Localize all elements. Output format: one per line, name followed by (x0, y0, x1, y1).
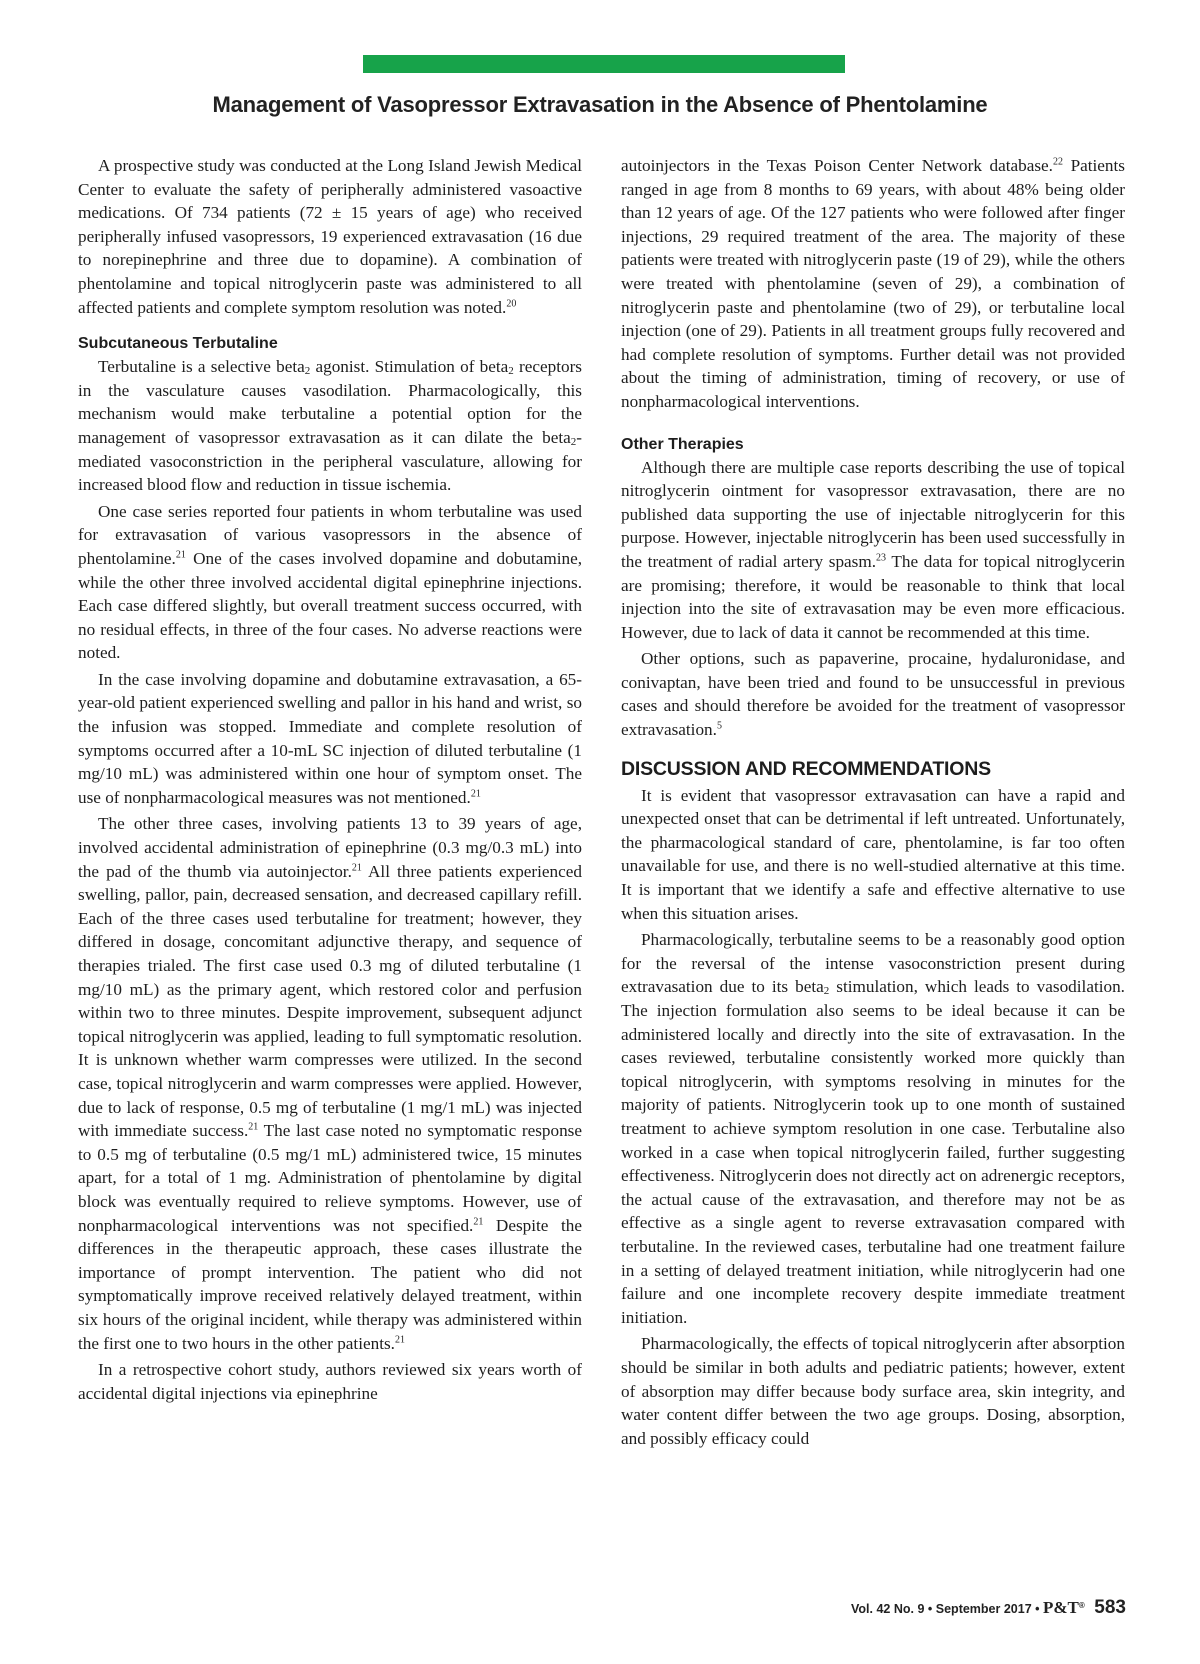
paragraph: Other options, such as papaverine, procaine, hydaluronidase, and conivaptan, have been tried and found to be unsuccessful in previous cases and should therefore be avoided for the treatment of vasopressor extravasation.$^5$ (621, 649, 1125, 740)
section-heading-discussion: DISCUSSION AND RECOMMENDATIONS (621, 757, 991, 780)
paragraph: Pharmacologically, the effects of topical nitroglycerin after absorption should be similar in both adults and pediatric patients; however, extent of absorption may differ because body surface area, skin integrity, and water content differ between the two age groups. Dosing, absorption, and possibly efficacy could (621, 1334, 1125, 1448)
paragraph: The other three cases, involving patients 13 to 39 years of age, involved accidental administration of epinephrine (0.3 mg/0.3 mL) into the pad of the thumb via autoinjector.$^{21}$ All three patients experienced swelling, pallor, pain, decreased sensation, and decreased capillary refill. Each of the three cases used terbutaline for treatment; however, they differed in dosage, concomitant adjunctive therapy, and sequence of therapies trialed. The first case used 0.3 mg of diluted terbutaline (1 mg/10 mL) as the primary agent, which restored color and perfusion within two to three minutes. Despite improvement, subsequent adjunct topical nitroglycerin was applied, leading to full symptomatic resolution. It is unknown whether warm compresses were utilized. In the second case, topical nitroglycerin and warm compresses were applied. However, due to lack of response, 0.5 mg of terbutaline (1 mg/1 mL) was injected with immediate success.$^{21}$ The last case noted no symptomatic response to 0.5 mg of terbutaline (0.5 mg/1 mL) administered twice, 15 minutes apart, for a total of 1 mg. Administration of phentolamine by digital block was eventually required to relieve symptoms. However, use of nonpharmacological interventions was not specified.$^{21}$ Despite the differences in the therapeutic approach, these cases illustrate the importance of prompt intervention. The patient who did not symptomatically improve received relatively delayed treatment, within six hours of the original incident, while therapy was administered within the first one to two hours in the other patients.$^{21}$ (78, 814, 583, 1353)
page-footer (700, 1597, 1126, 1619)
section-heading-subcutaneous-terbutaline: Subcutaneous Terbutaline (78, 335, 278, 353)
paragraph: In a retrospective cohort study, authors reviewed six years worth of accidental digital injections via epinephrine (78, 1360, 582, 1403)
page-title: Management of Vasopressor Extravasation in the Absence of Phentolamine (212, 92, 988, 117)
footer-separator: • (1035, 1602, 1040, 1616)
paragraph: Pharmacologically, terbutaline seems to be a reasonably good option for the reversal of the intense vasoconstriction present during extravasation due to its beta$_2$ stimulation, which leads to vasodilation. The injection formulation also seems to be ideal because it can be administered locally and directly into the site of extravasation. In the cases reviewed, terbutaline consistently worked more quickly than topical nitroglycerin, with symptoms resolving in minutes for the majority of patients. Nitroglycerin took up to one month of sustained treatment to achieve symptom resolution in one case. Terbutaline also worked in a case when topical nitroglycerin failed, further suggesting effectiveness. Nitroglycerin does not directly act on adrenergic receptors, the actual cause of the extravasation, and therefore may not be as effective as a single agent to reverse extravasation compared with terbutaline. In the reviewed cases, terbutaline had one treatment failure in a setting of delayed treatment initiation, while nitroglycerin had one failure and one incomplete recovery despite immediate treatment initiation. (621, 930, 1125, 1327)
right-column (621, 154, 1125, 1450)
paragraph: autoinjectors in the Texas Poison Center Network database.$^{22}$ Patients ranged in age from 8 months to 69 years, with about 48% being older than 12 years of age. Of the 127 patients who were followed after finger injections, 29 required treatment of the area. The majority of these patients were treated with nitroglycerin paste (19 of 29), while the others were treated with phentolamine (seven of 29), a combination of nitroglycerin paste and phentolamine (two of 29), or terbutaline local injection (one of 29). Patients in all treatment groups fully recovered and had complete resolution of symptoms. Further detail was not provided about the timing of administration, timing of recovery, or use of nonpharmacological interventions. (621, 156, 1125, 411)
section-heading-other-therapies: Other Therapies (621, 435, 744, 453)
left-column (78, 154, 582, 1405)
footer-separator: • (927, 1602, 933, 1616)
registered-mark: ® (1078, 1600, 1085, 1610)
page-number: 583 (1094, 1597, 1126, 1618)
footer-date: September 2017 (935, 1602, 1032, 1616)
paragraph: A prospective study was conducted at the Long Island Jewish Medical Center to evaluate the safety of peripherally administered vasoactive medications. Of 734 patients (72 ± 15 years of age) who received peripherally infused vasopressors, 19 experienced extravasation (16 due to norepinephrine and three due to dopamine). A combination of phentolamine and topical nitroglycerin paste was administered to all affected patients and complete symptom resolution was noted.$^{20}$ (78, 156, 582, 317)
paragraph: It is evident that vasopressor extravasation can have a rapid and unexpected onset that can be detrimental if left untreated. Unfortunately, the pharmacological standard of care, phentolamine, is far too often unavailable for use, and there is no well-studied alternative at this time. It is important that we identify a safe and effective alternative to use when this situation arises. (621, 785, 1125, 923)
paragraph: In the case involving dopamine and dobutamine extravasation, a 65-year-old patient experienced swelling and pallor in his hand and wrist, so the infusion was stopped. Immediate and complete resolution of symptoms occurred after a 10-mL SC injection of diluted terbutaline (1 mg/10 mL) was administered within one hour of symptom onset. The use of nonpharmacological measures was not mentioned.$^{21}$ (78, 669, 582, 807)
paragraph: Although there are multiple case reports describing the use of topical nitroglycerin ointment for vasopressor extravasation, there are no published data supporting the use of injectable nitroglycerin for this purpose. However, injectable nitroglycerin has been used successfully in the treatment of radial artery spasm.$^{23}$ The data for topical nitroglycerin are promising; therefore, it would be reasonable to think that local injection into the site of extravasation may be even more efficacious. However, due to lack of data it cannot be recommended at this time. (621, 457, 1125, 642)
paragraph: One case series reported four patients in whom terbutaline was used for extravasation of various vasopressors in the absence of phentolamine.$^{21}$ One of the cases involved dopamine and dobutamine, while the other three involved accidental digital epinephrine injections. Each case differed slightly, but overall treatment success occurred, with no residual effects, in three of the four cases. No adverse reactions were noted. (78, 501, 582, 663)
header-accent-bar (363, 55, 845, 73)
paragraph: Terbutaline is a selective beta$_2$ agonist. Stimulation of beta$_2$ receptors in the vasculature causes vasodilation. Pharmacologically, this mechanism would make terbutaline a potential option for the management of vasopressor extravasation as it can dilate the beta$_2$-mediated vasoconstriction in the peripheral vasculature, allowing for increased blood flow and reduction in tissue ischemia. (78, 357, 582, 495)
footer-volume: Vol. 42 No. 9 (851, 1602, 925, 1616)
footer-journal-name: P&T (1043, 1598, 1079, 1617)
